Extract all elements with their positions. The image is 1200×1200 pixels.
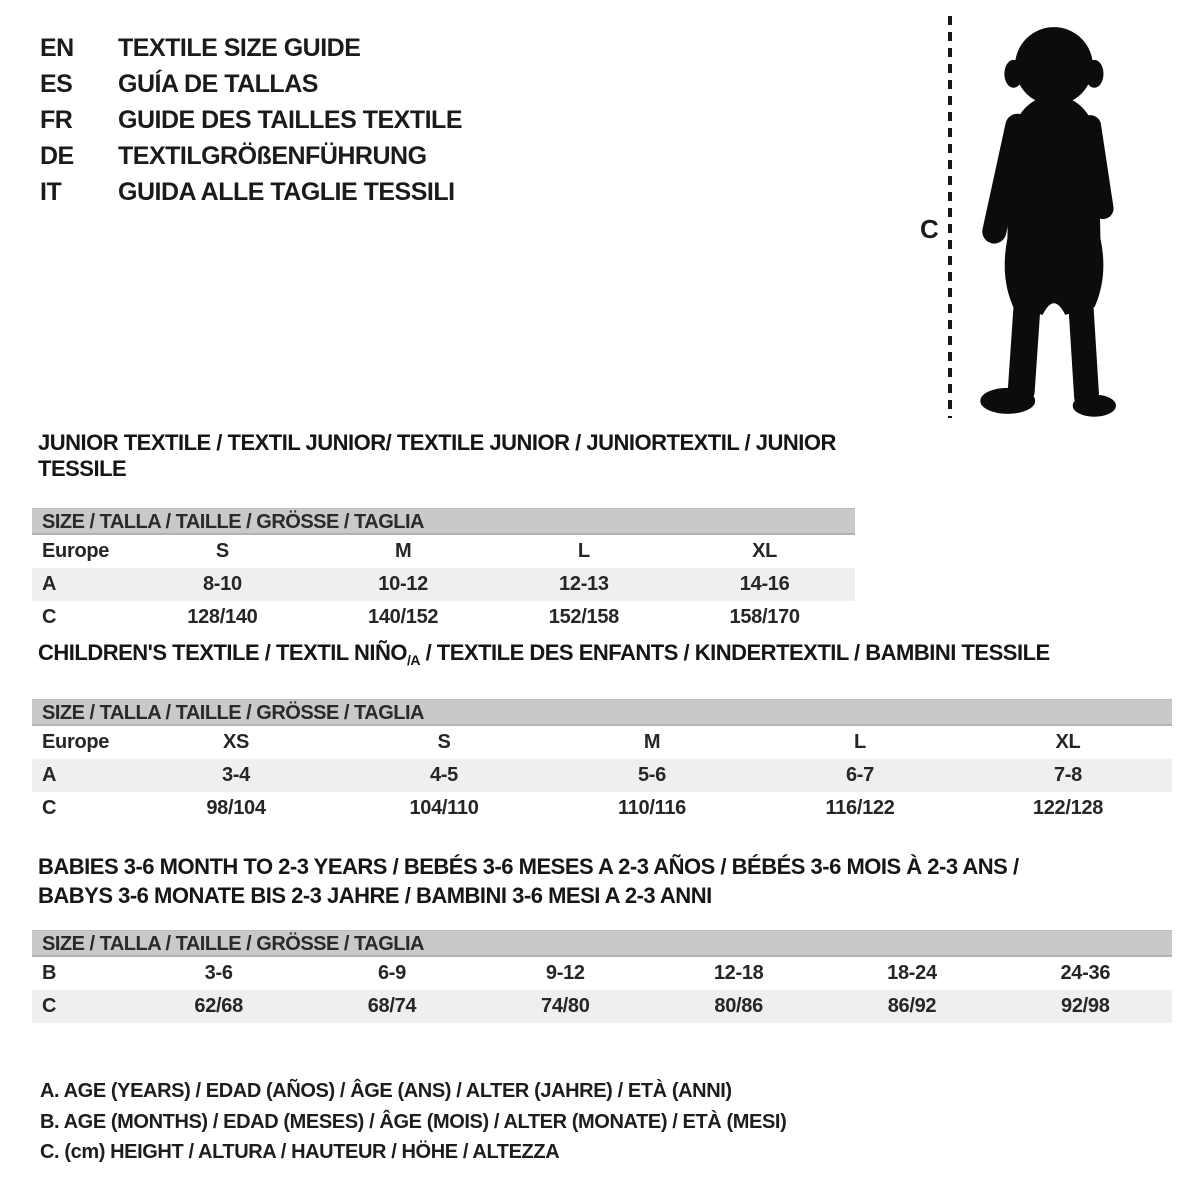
language-title: TEXTILE SIZE GUIDE: [118, 33, 361, 62]
section-heading: [38, 852, 1172, 910]
row-label: C: [42, 797, 57, 819]
language-row-es: [40, 66, 462, 102]
height-dashed-line: [948, 16, 952, 418]
table-cell: 24-36: [1060, 962, 1111, 984]
table-cell: S: [437, 731, 451, 753]
table-cell: 152/158: [548, 606, 619, 628]
section-heading: [38, 640, 1172, 673]
table-cell: 98/104: [206, 797, 266, 819]
table-cell: 68/74: [367, 995, 417, 1017]
heading-prefix: CHILDREN'S TEXTILE / TEXTIL NIÑO: [38, 640, 407, 665]
table-cell: 3-6: [204, 962, 233, 984]
table-row-age: [32, 759, 1172, 792]
table-cell: XL: [752, 540, 778, 562]
language-code: FR: [40, 105, 73, 134]
table-cell: 80/86: [714, 995, 763, 1017]
table-cell: 86/92: [887, 995, 937, 1017]
language-title: GUIDA ALLE TAGLIE TESSILI: [118, 177, 455, 206]
table-row-europe: [32, 726, 1172, 759]
legend-line-c: C. (cm) HEIGHT / ALTURA / HAUTEUR / HÖHE / ALTEZZA: [40, 1141, 560, 1163]
table-cell: XS: [222, 731, 250, 753]
children-size-table: [32, 699, 1172, 825]
row-label: Europe: [42, 540, 110, 562]
language-row-fr: [40, 102, 462, 138]
table-cell: 12-13: [559, 573, 609, 595]
table-cell: M: [643, 731, 661, 753]
table-cell: 92/98: [1061, 995, 1110, 1017]
table-cell: 18-24: [887, 962, 937, 984]
legend-line-b: B. AGE (MONTHS) / EDAD (MESES) / ÂGE (MOIS) / ALTER (MONATE) / ETÀ (MESI): [40, 1110, 787, 1133]
height-measure-label: C: [920, 214, 939, 244]
language-code: IT: [40, 177, 62, 206]
language-row-it: [40, 174, 462, 210]
table-row-age: [32, 568, 855, 601]
language-row-en: [40, 30, 462, 66]
row-label: C: [42, 995, 57, 1017]
table-cell: 9-12: [545, 962, 585, 984]
table-cell: 116/122: [825, 797, 895, 819]
table-cell: 6-9: [377, 962, 406, 984]
section-babies: [32, 852, 1172, 1023]
row-label: C: [42, 606, 57, 628]
heading-line2: BABYS 3-6 MONATE BIS 2-3 JAHRE / BAMBINI 3-6 MESI A 2-3 ANNI: [38, 883, 712, 908]
language-row-de: [40, 138, 462, 174]
table-cell: 3-4: [221, 764, 250, 786]
junior-size-table: [32, 508, 855, 634]
row-label: B: [42, 962, 57, 984]
legend: [40, 1076, 786, 1168]
table-row-height: [32, 792, 1172, 825]
table-size-header: SIZE / TALLA / TAILLE / GRÖSSE / TAGLIA: [32, 930, 1172, 957]
language-code: ES: [40, 69, 73, 98]
language-title: GUÍA DE TALLAS: [118, 69, 318, 98]
table-cell: 14-16: [739, 573, 790, 595]
row-label: A: [42, 573, 57, 595]
table-cell: 8-10: [202, 573, 242, 595]
language-code: DE: [40, 141, 74, 170]
table-cell: 6-7: [845, 764, 874, 786]
language-list: [40, 30, 462, 210]
section-junior-textile: [32, 430, 855, 634]
table-cell: 104/110: [409, 797, 479, 819]
table-cell: 158/170: [729, 606, 800, 628]
table-row-height: [32, 990, 1172, 1023]
table-row-europe: [32, 535, 855, 568]
table-cell: 140/152: [368, 606, 439, 628]
table-cell: L: [854, 731, 866, 753]
table-size-header: SIZE / TALLA / TAILLE / GRÖSSE / TAGLIA: [32, 508, 855, 535]
table-size-header: SIZE / TALLA / TAILLE / GRÖSSE / TAGLIA: [32, 699, 1172, 726]
table-cell: 122/128: [1032, 797, 1104, 819]
table-cell: 128/140: [187, 606, 258, 628]
table-row-height: [32, 601, 855, 634]
table-row-months: [32, 957, 1172, 990]
table-cell: 10-12: [378, 573, 428, 595]
table-cell: 4-5: [429, 764, 458, 786]
row-label: A: [42, 764, 57, 786]
heading-line1: BABIES 3-6 MONTH TO 2-3 YEARS / BEBÉS 3-6 MESES A 2-3 AÑOS / BÉBÉS 3-6 MOIS À 2-3 ANS /: [38, 854, 1019, 879]
height-figure: [900, 0, 1170, 435]
table-cell: M: [394, 540, 412, 562]
row-label: Europe: [42, 731, 110, 753]
language-code: EN: [40, 33, 74, 62]
table-cell: 74/80: [541, 995, 590, 1017]
table-cell: 7-8: [1053, 764, 1082, 786]
babies-size-table: [32, 930, 1172, 1023]
table-cell: 110/116: [618, 797, 686, 819]
table-cell: 5-6: [637, 764, 666, 786]
heading-subscript: /A: [406, 652, 420, 668]
table-cell: 12-18: [713, 962, 764, 984]
language-title: GUIDE DES TAILLES TEXTILE: [118, 105, 463, 134]
language-title: TEXTILGRÖßENFÜHRUNG: [118, 141, 427, 170]
toddler-silhouette-icon: [962, 18, 1142, 422]
table-cell: S: [215, 540, 229, 562]
section-heading: JUNIOR TEXTILE / TEXTIL JUNIOR/ TEXTILE JUNIOR / JUNIORTEXTIL / JUNIOR TESSILE: [38, 430, 836, 481]
table-cell: L: [577, 540, 590, 562]
table-cell: XL: [1055, 731, 1081, 753]
table-cell: 62/68: [194, 995, 243, 1017]
legend-line-a: A. AGE (YEARS) / EDAD (AÑOS) / ÂGE (ANS) / ALTER (JAHRE) / ETÀ (ANNI): [40, 1080, 732, 1102]
heading-suffix: / TEXTILE DES ENFANTS / KINDERTEXTIL / BAMBINI TESSILE: [419, 640, 1050, 665]
section-childrens-textile: [32, 640, 1172, 825]
